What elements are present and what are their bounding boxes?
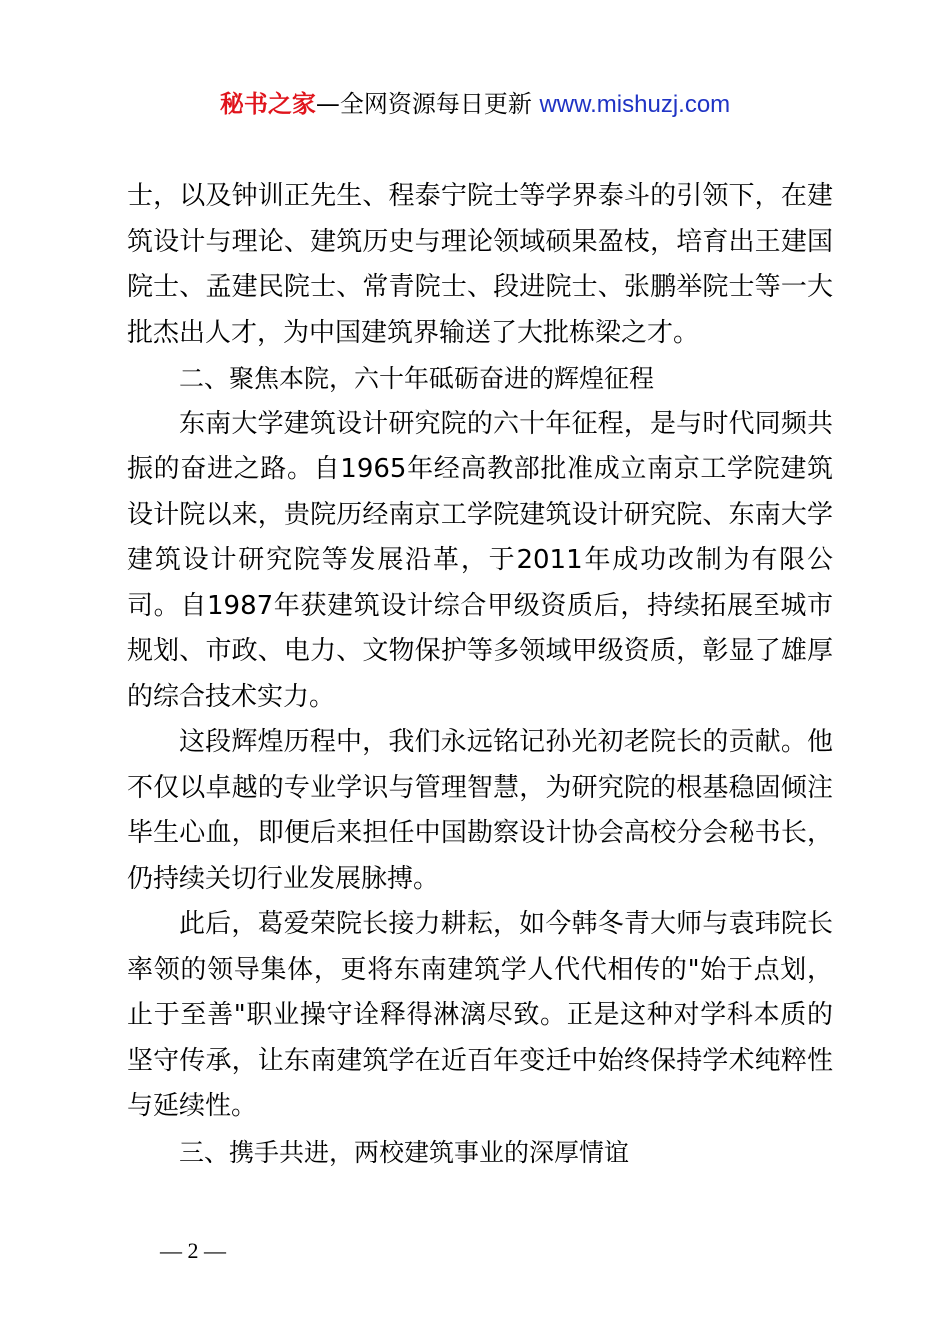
paragraph-continuation: 士，以及钟训正先生、程泰宁院士等学界泰斗的引领下，在建筑设计与理论、建筑历史与理论领域硕果盈枝，培育出王建国院士、孟建民院士、常青院士、段进院士、张鹏举院士等一大批杰出人才，为中国建筑界输送了大批栋梁之才。 [127, 181, 833, 348]
brand-name: 秘书之家 [219, 90, 316, 118]
paragraph-leadership: 此后，葛爱荣院长接力耕耘，如今韩冬青大师与袁玮院长率领的领导集体，更将东南建筑学人代代相传的"始于点划，止于至善"职业操守诠释得淋漓尽致。正是这种对学科本质的坚守传承，让东南建筑学在近百年变迁中始终保持学术纯粹性与延续性。 [127, 909, 833, 1121]
paragraph-institute-history: 东南大学建筑设计研究院的六十年征程，是与时代同频共振的奋进之路。自1965年经高教部批准成立南京工学院建筑设计院以来，贵院历经南京工学院建筑设计研究院、东南大学建筑设计研究院等发展沿革，于2011年成功改制为有限公司。自1987年获建筑设计综合甲级资质后，持续拓展至城市规划、市政、电力、文物保护等多领域甲级资质，彰显了雄厚的综合技术实力。 [127, 408, 833, 712]
section-heading-3: 三、携手共进，两校建筑事业的深厚情谊 [179, 1137, 630, 1167]
header-tagline: —全网资源每日更新 [315, 90, 532, 118]
section-heading-2: 二、聚焦本院，六十年砥砺奋进的辉煌征程 [179, 364, 655, 393]
page-number: — 2 — [160, 1238, 226, 1263]
site-url-link[interactable]: www.mishuzj.com [539, 91, 731, 118]
paragraph-former-president: 这段辉煌历程中，我们永远铭记孙光初老院长的贡献。他不仅以卓越的专业学识与管理智慧，为研究院的根基稳固倾注毕生心血，即便后来担任中国勘察设计协会高校分会秘书长，仍持续关切行业发展脉搏。 [127, 727, 833, 894]
site-header [0, 86, 950, 123]
document-body [127, 174, 833, 1175]
